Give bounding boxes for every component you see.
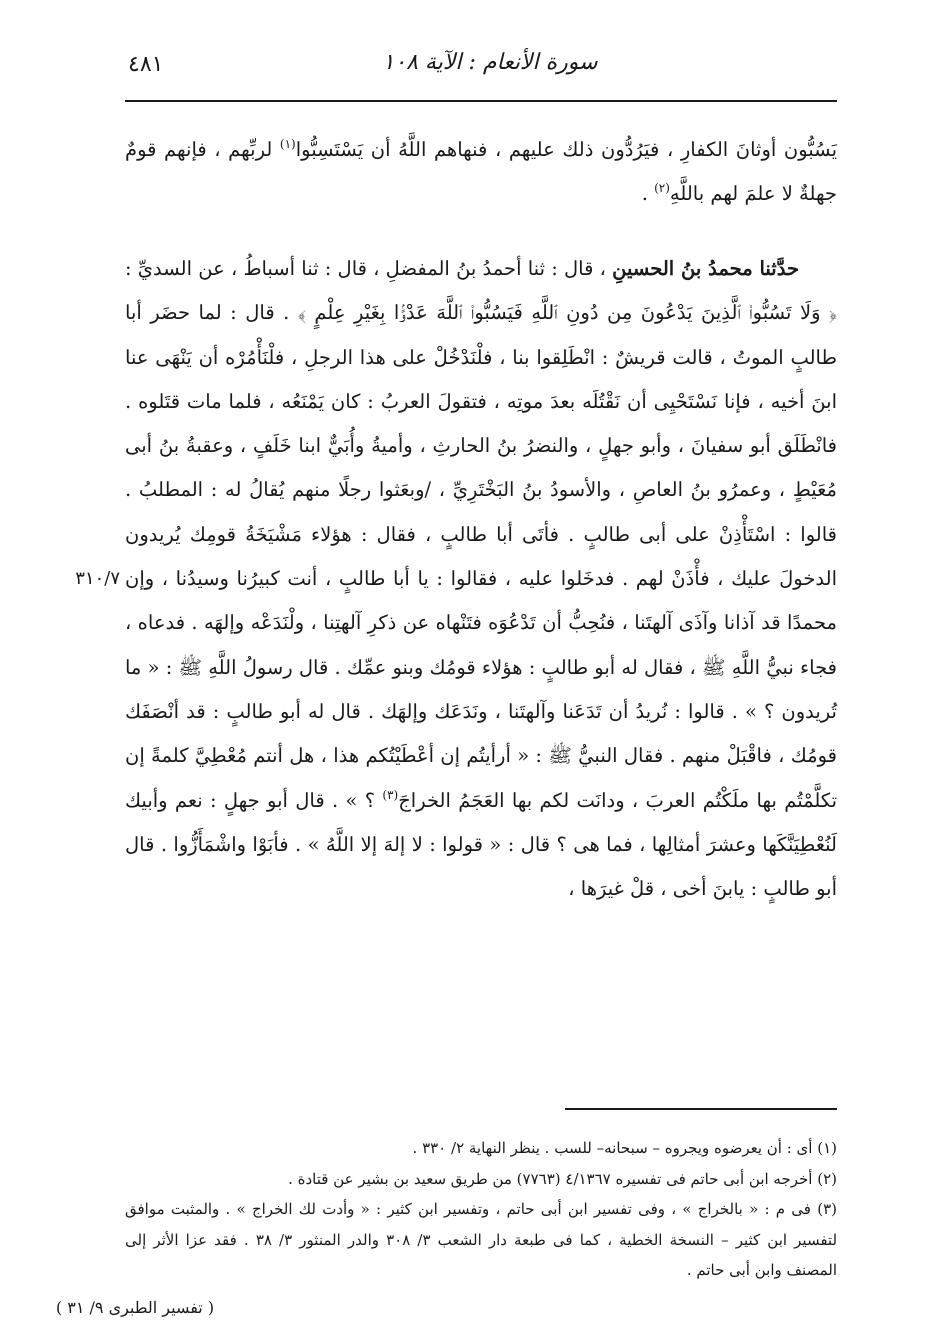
header-rule bbox=[125, 100, 837, 102]
page-header-title: سورة الأنعام : الآية ١٠٨ bbox=[382, 50, 598, 75]
footnote-ref-3: (٣) bbox=[382, 787, 399, 802]
text-segment: ، قال : ثنا أحمدُ بنُ المفضلِ ، قال : ثنا أسباطُ ، عن السديِّ : ﴿ وَلَا تَسُبُّوا۟ ٱلَّذِينَ يَدْعُونَ مِن دُونِ ٱللَّهِ فَيَسُبُّوا۟ ٱللَّهَ عَدْوًۢا بِغَيْرِ عِلْمٍ ﴾ . قال : لما حضَر أبا طالبٍ الموتُ ، قالت قريشٌ : انْطَلِقوا بنا ، فلْنَدْخُلْ على هذا الرجلِ ، فلْنَأْمُرْه أن يَنْهَى عنا ابنَ أخيه ، فإنا نَسْتَحْيِى أن نَقْتُلَه بعدَ موتِه ، فتقولَ العربُ : كان يَمْنَعُه ، فلما مات قتَلوه . فانْطَلَق أبو سفيانَ ، وأبو جهلٍ ، والنضرُ بنُ الحارثِ ، وأميةُ وأُبَيٌّ ابنا خَلَفٍ ، وعقبةُ بنُ أبى مُعَيْطٍ ، وعمرُو بنُ العاصِ ، والأسودُ بنُ البَخْتَرِيِّ ، /وبعَثوا رجلًا منهم يُقالُ له : المطلبُ . قالوا : اسْتَأْذِنْ على أبى طالبٍ . فأتَى أبا طالبٍ ، فقال : هؤلاء مَشْيَخَةُ قومِك يُريدون الدخولَ عليك ، فأْذَنْ لهم . فدخَلوا عليه ، فقالوا : يا أبا طالبٍ ، أنت كبيرُنا وسيدُنا ، وإن محمدًا قد آذانا وآذَى آلهتَنا ، فنُحِبُّ أن تَدْعُوَه فتَنْهاه عن ذكرِ آلهتِنا ، ولْنَدَعْه وإلهَه . فدعاه ، فجاء نبيُّ اللَّهِ ﷺ ، فقال له أبو طالبٍ : هؤلاء قومُك وبنو عمِّك . قال رسولُ اللَّهِ ﷺ : « ما تُريدون ؟ » . قالوا : نُريدُ أن تَدَعَنا وآلهتَنا ، ونَدَعَك وإلهَك . قال له أبو طالبٍ : قد أنْصَفَك قومُك ، فاقْبَلْ منهم . فقال النبيُّ ﷺ : « أرأيتُم إن أعْطَيْتُكم هذا ، هل أنتم مُعْطِيَّ كلمةً إن تكلَّمْتُم بها ملَكْتُم العربَ ، ودانَت لكم بها العَجَمُ الخراجَ bbox=[124, 257, 837, 812]
body-paragraph-2 bbox=[125, 247, 837, 911]
footnote-item: (٣) فى م : « بالخراج » ، وفى تفسير ابن أبى حاتم ، وتفسير ابن كثير : « وأدت لك الخراج » . والمثبت موافق لتفسير ابن كثير – النسخة الخطية ، كما فى طبعة دار الشعب ٣/ ٣٠٨ والدر المنثور ٣/ ٣٨ . فقد عزا الأثر إلى المصنف وابن أبى حاتم . bbox=[125, 1200, 838, 1279]
isnad-narrator: حدَّثنا محمدُ بنُ الحسينِ bbox=[612, 257, 799, 280]
source-label: ( تفسير الطبرى ٩/ ٣١ ) bbox=[55, 1298, 215, 1317]
footnotes bbox=[125, 1133, 837, 1286]
paragraph-text bbox=[125, 128, 837, 217]
footnote-separator bbox=[565, 1108, 837, 1110]
footnote-ref-1: (١) bbox=[279, 137, 296, 151]
footnote-ref-2: (٢) bbox=[654, 181, 670, 196]
text-segment: يَسُبُّون أوثانَ الكفارِ ، فيَرُدُّون ذلك عليهم ، فنهاهم اللَّهُ أن يَسْتَسِبُّوا bbox=[295, 138, 838, 161]
text-segment: ؟ » . قال أبو جهلٍ : نعم وأبيك لَنُعْطِيَنَّكَها وعشرَ أمثالِها ، فما هى ؟ قال : « قولوا : لا إلهَ إلا اللَّهُ » . فأبَوْا واشْمَأَزُّوا . قال أبو طالبٍ : يابنَ أخى ، قلْ غيرَها ، bbox=[125, 788, 837, 901]
footnote-item: (٢) أخرجه ابن أبى حاتم فى تفسيره ٤/١٣٦٧ (٧٧٦٣) من طريق سعيد بن بشير عن قتادة . bbox=[288, 1169, 837, 1188]
body-paragraph-1 bbox=[125, 128, 837, 217]
text-segment: . bbox=[641, 182, 655, 206]
footnote-item: (١) أى : أن يعرضوه ويجروه – سبحانه– للسب . ينظر النهاية ٢/ ٣٣٠ . bbox=[412, 1139, 837, 1157]
margin-page-reference: ٣١٠/٧ bbox=[75, 568, 120, 589]
page-number: ٤٨١ bbox=[128, 52, 164, 77]
paragraph-text bbox=[125, 247, 837, 911]
text-segment: لربِّهم ، فإنهم قومٌ جهلةٌ لا علمَ لهم باللَّهِ bbox=[125, 138, 837, 206]
